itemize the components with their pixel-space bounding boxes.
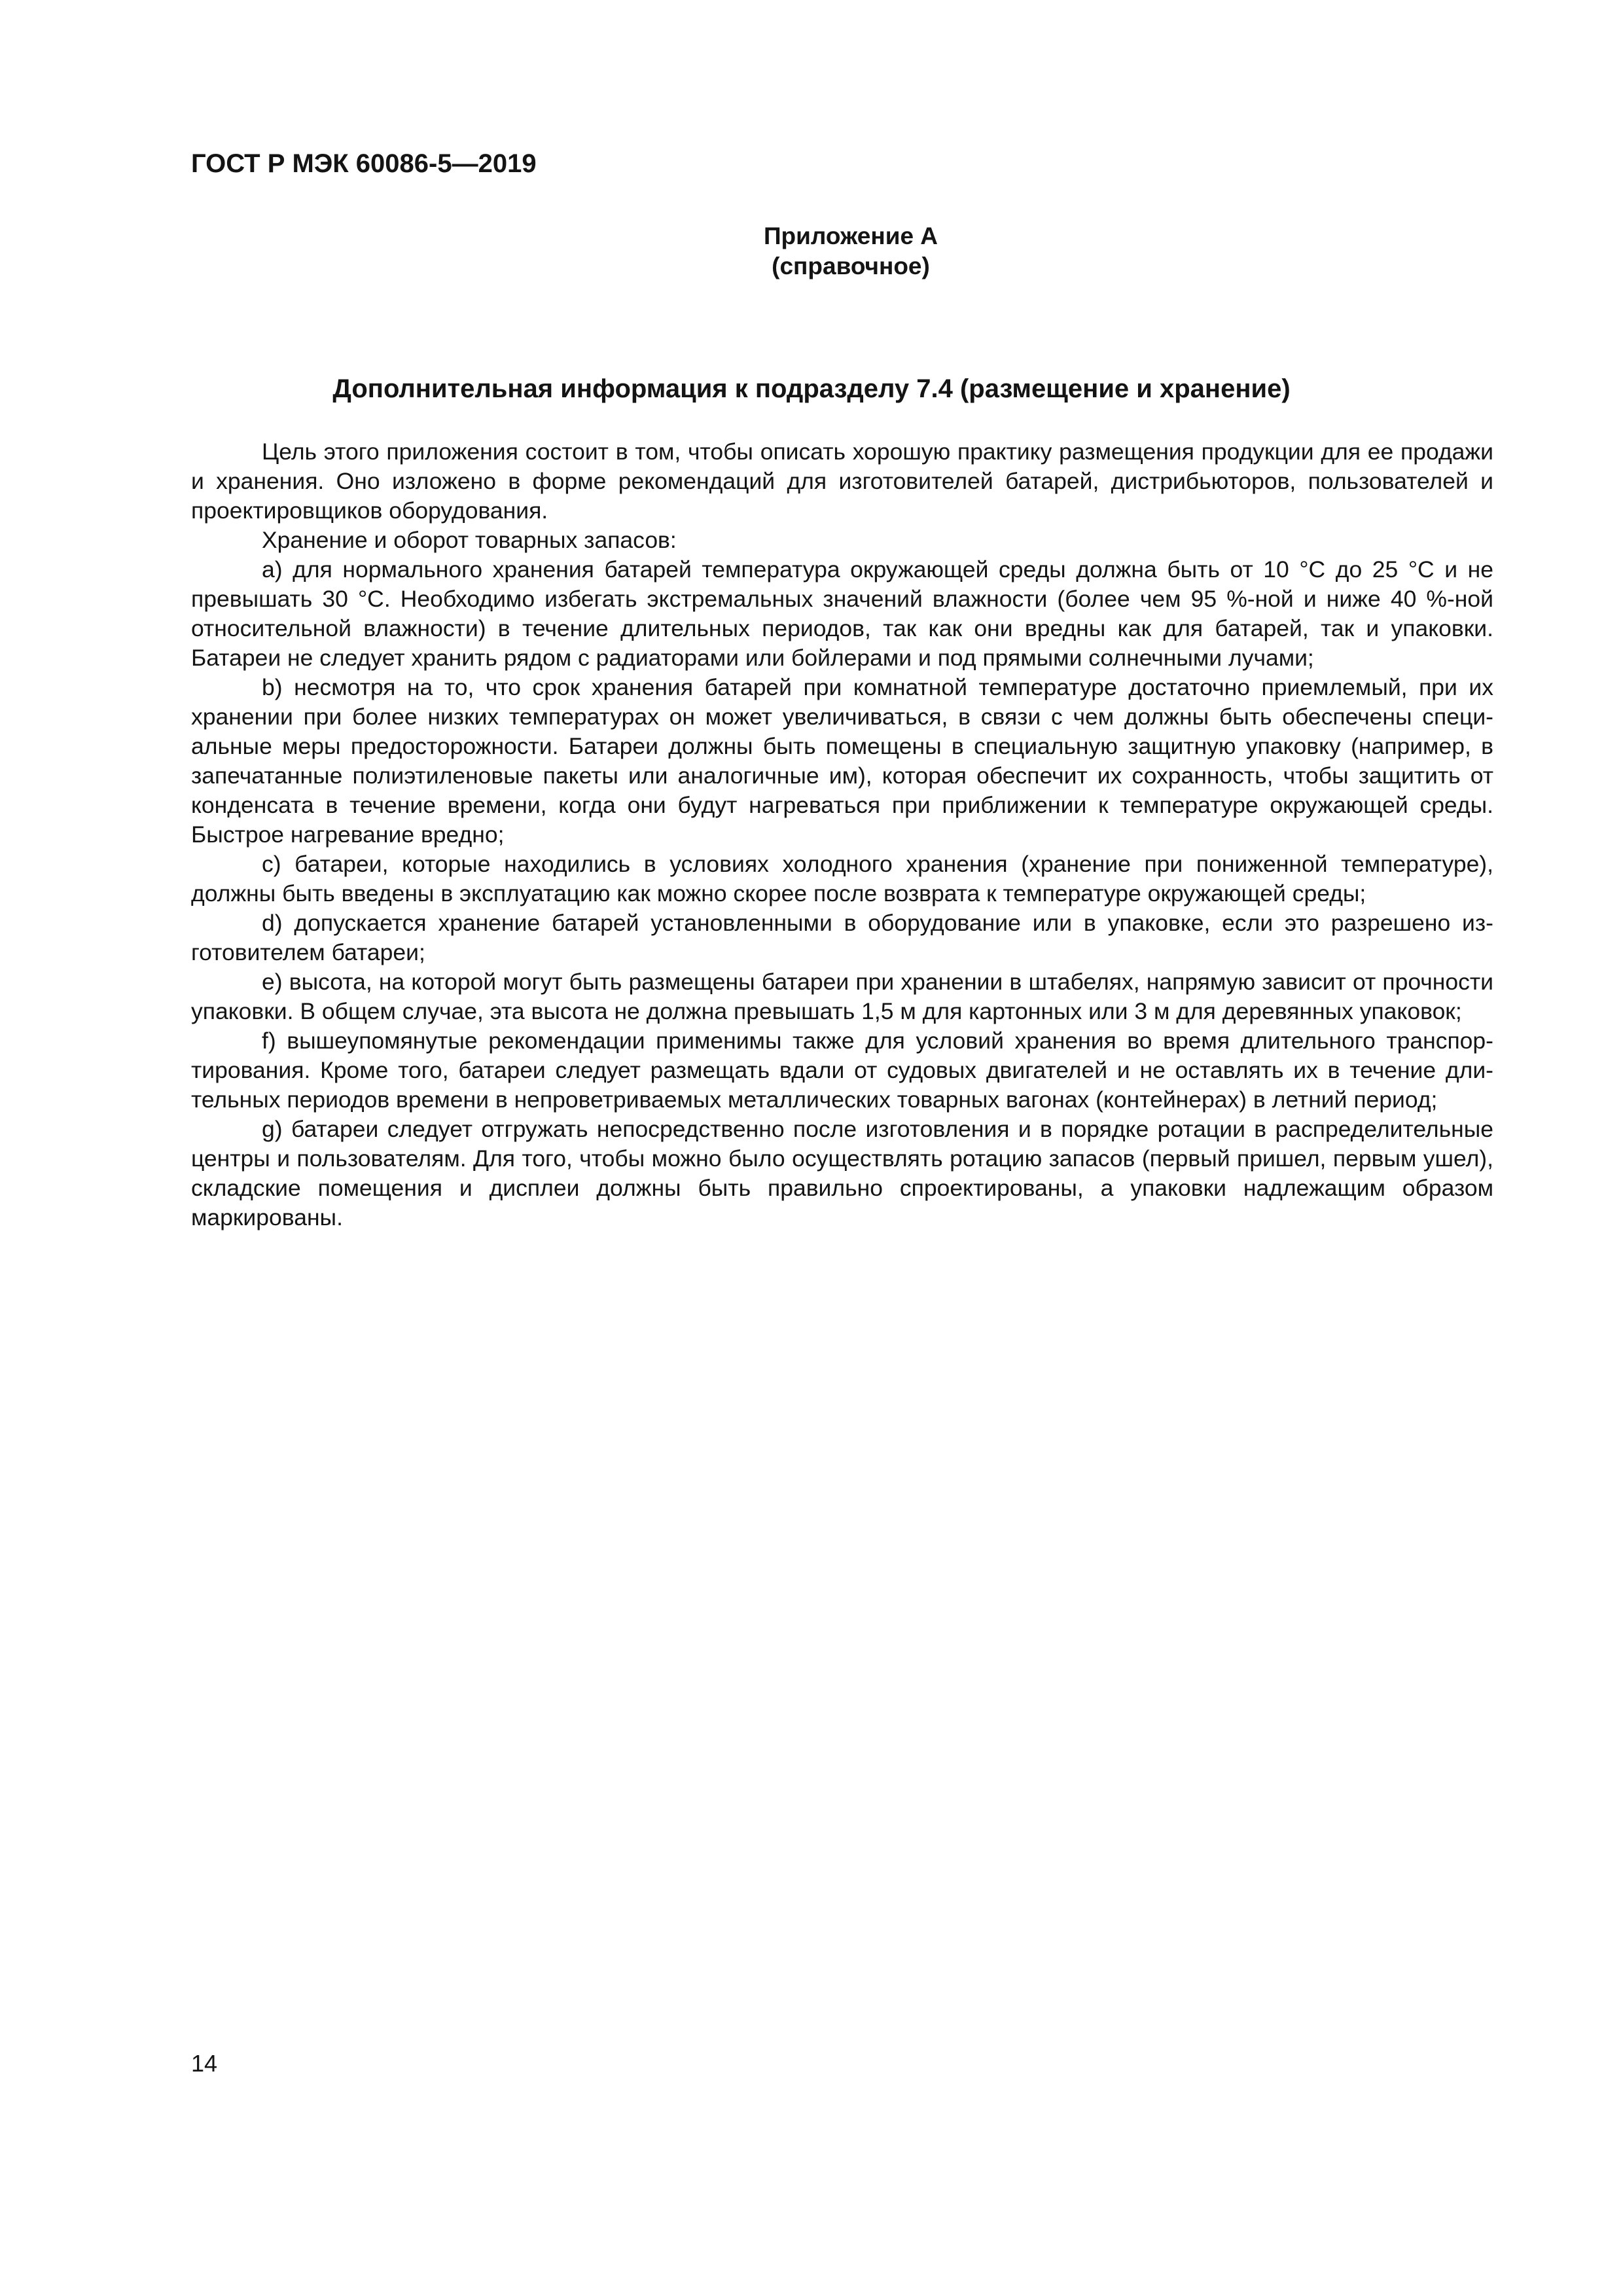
page-number: 14: [191, 2050, 218, 2077]
document-header: ГОСТ Р МЭК 60086-5—2019: [191, 149, 537, 178]
appendix-title: Приложение А: [763, 223, 938, 249]
list-item-f: f) вышеупомянутые рекомендации применимы также для условий хранения во время длительного транспортирования. Кроме того, батареи следует размещать вдали от судовых двигателей и не оставлять их в течение длительных периодов времени в непроветриваемых металлических товарных вагонах (контейнерах) в летний период;: [191, 1028, 1493, 1113]
body-text: [191, 437, 1493, 1232]
list-item-e: e) высота, на которой могут быть размещены батареи при хранении в штабелях, напрямую зависит от прочности упаковки. В общем случае, эта высота не должна превышать 1,5 м для картонных или 3 м для деревянных упаковок;: [191, 969, 1493, 1024]
list-item-b: b) несмотря на то, что срок хранения батарей при комнатной температуре достаточно приемлемый, при их хранении при более низких температурах он может увеличиваться, в связи с чем должны быть обеспечены специальные меры предосторожности. Батареи должны быть помещены в специальную защитную упаковку (например, в запечатанные полиэтиленовые пакеты или аналогичные им), которая обеспечит их сохранность, чтобы защитить от конденсата в течение времени, когда они будут нагреваться при приближении к температуре окружающей среды. Быстрое нагревание вредно;: [191, 674, 1493, 848]
list-item-g: g) батареи следует отгружать непосредственно после изготовления и в порядке ротации в распределительные центры и пользователям. Для того, чтобы можно было осуществлять ротацию запасов (первый пришел, первым ушел), складские помещения и дисплеи должны быть правильно спроектированы, а упаковки надлежащим образом маркированы.: [191, 1116, 1493, 1230]
list-item-d: d) допускается хранение батарей установленными в оборудование или в упаковке, если это разрешено изготовителем батареи;: [191, 910, 1493, 965]
section-title: Дополнительная информация к подразделу 7.4 (размещение и хранение): [332, 374, 1291, 403]
appendix-type: (справочное): [772, 253, 930, 279]
list-item-a: a) для нормального хранения батарей температура окружающей среды должна быть от 10 °С до 25 °С и не превышать 30 °С. Необходимо избегать экстремальных значений влажности (более чем 95 %-ной и ниже 40 %-ной относительной влажности) в течение длительных периодов, так как они вредны как для батарей, так и упаковки. Батареи не следует хранить рядом с радиаторами или бойлерами и под прямыми солнечными лучами;: [191, 556, 1493, 671]
paragraph-storage-heading: Хранение и оборот товарных запасов:: [262, 527, 677, 553]
paragraph-intro: Цель этого приложения состоит в том, чтобы описать хорошую практику размещения продукции для ее продажи и хранения. Оно изложено в форме рекомендаций для изготовителей батарей, дистрибьюторов, пользователей и проектировщиков оборудования.: [191, 439, 1493, 524]
appendix-heading: [0, 221, 1623, 281]
list-item-c: c) батареи, которые находились в условиях холодного хранения (хранение при пониженной температуре), должны быть введены в эксплуатацию как можно скорее после возврата к температуре окружающей среды;: [191, 851, 1493, 906]
